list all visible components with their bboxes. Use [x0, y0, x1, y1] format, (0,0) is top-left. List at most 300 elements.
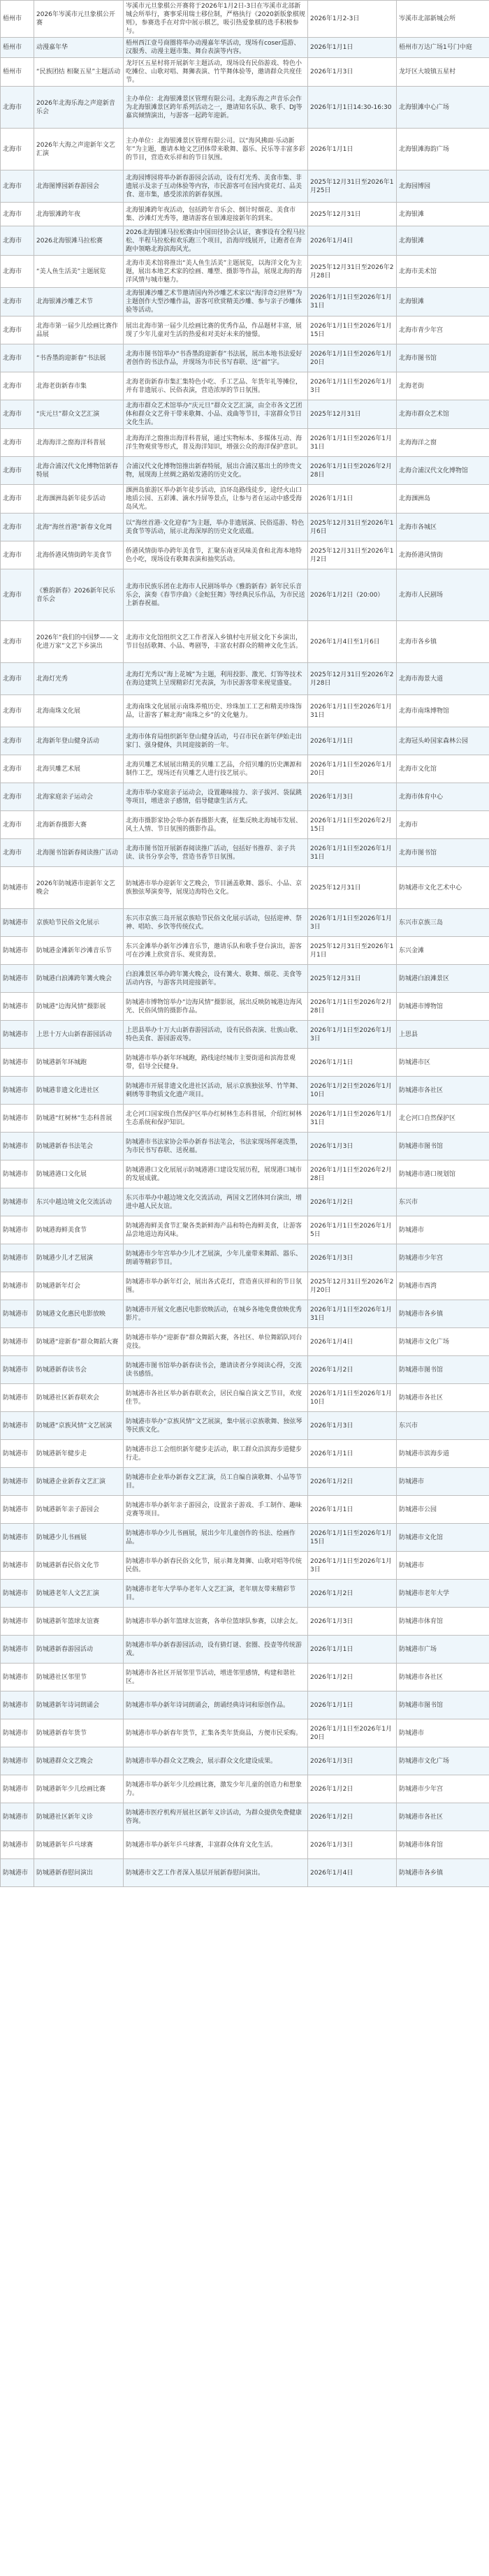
event-place-cell: 防城港市西湾 [397, 1272, 489, 1300]
event-time-cell: 2026年1月1日至2026年1月3日 [308, 372, 397, 400]
city-cell: 北海市 [1, 316, 34, 344]
table-row [1, 1524, 489, 1552]
city-cell: 梧州市 [1, 58, 34, 87]
event-description-cell: 防城港市举办新春游园活动，设有猜灯谜、套圈、投壶等传统游戏。 [124, 1636, 308, 1664]
event-place-cell: 北海市文化馆 [397, 755, 489, 783]
city-cell: 防城港市 [1, 1021, 34, 1049]
table-row [1, 1580, 489, 1608]
event-time-cell: 2026年1月1日至2026年2月28日 [308, 993, 397, 1021]
event-place-cell: 东兴市京族三岛 [397, 909, 489, 937]
city-cell: 防城港市 [1, 1356, 34, 1384]
event-place-cell: 北海银滩 [397, 226, 489, 256]
event-place-cell: 防城港市文化艺术中心 [397, 867, 489, 909]
event-place-cell: 北海市各城区 [397, 514, 489, 541]
event-time-cell: 2026年1月2日 [308, 1775, 397, 1803]
event-description-cell: 防城港市医疗机构开展社区新年义诊活动，为群众提供免费健康咨询。 [124, 1803, 308, 1831]
event-description-cell: 防城港市总工会组织新年健步走活动，职工群众沿滨海步道健步行走。 [124, 1440, 308, 1468]
table-row [1, 1049, 489, 1077]
event-name-cell: 防城港“边海风情”摄影展 [34, 993, 124, 1021]
event-name-cell: 北海新春摄影大赛 [34, 811, 124, 839]
table-row [1, 288, 489, 316]
event-name-cell: 2026年“我们的中国梦——文化进万家”文艺下乡演出 [34, 621, 124, 663]
table-row [1, 1831, 489, 1859]
event-place-cell: 防城港白浪滩景区 [397, 965, 489, 993]
event-place-cell: 防城港市港口规划馆 [397, 1160, 489, 1188]
event-time-cell: 2026年1月1日至2026年2月28日 [308, 457, 397, 485]
event-name-cell: 防城港港口文化展 [34, 1160, 124, 1188]
event-description-cell: 北海市图书馆举办“书香墨韵迎新春”书法展，展出本地书法爱好者创作的书法作品，并现场为市民书写春联、送“福”字。 [124, 344, 308, 372]
table-row [1, 1719, 489, 1747]
table-row [1, 344, 489, 372]
city-cell: 防城港市 [1, 1664, 34, 1691]
event-description-cell: 以“海丝首港·文化迎春”为主题，举办非遗展演、民俗巡游、特色美食节等活动，展示北海深厚的历史文化底蕴。 [124, 514, 308, 541]
event-name-cell: 防城港新春慰问演出 [34, 1859, 124, 1887]
event-name-cell: 北海新年登山健身活动 [34, 727, 124, 755]
event-time-cell: 2026年1月1日至2026年1月3日 [308, 909, 397, 937]
event-place-cell: 北海涠洲岛 [397, 485, 489, 514]
event-name-cell: 防城港新年亲子游园会 [34, 1496, 124, 1524]
table-row [1, 1803, 489, 1831]
event-description-cell: 2026北海银滩马拉松赛由中国田径协会认证，赛事设有全程马拉松、半程马拉松和欢乐跑三个项目，沿海岸线展开，让跑者在奔跑中领略北海滨海风光。 [124, 226, 308, 256]
city-cell: 防城港市 [1, 1524, 34, 1552]
table-row [1, 993, 489, 1021]
event-description-cell: 防城港市开展非遗文化进社区活动，展示京族独弦琴、竹竿舞、刺绣等非物质文化遗产项目。 [124, 1077, 308, 1105]
city-cell: 北海市 [1, 344, 34, 372]
city-cell: 北海市 [1, 288, 34, 316]
event-time-cell: 2025年12月31日 [308, 867, 397, 909]
city-cell: 梧州市 [1, 38, 34, 58]
event-time-cell: 2026年1月4日 [308, 226, 397, 256]
table-row [1, 87, 489, 129]
event-name-cell: 防城港企业新春文艺汇演 [34, 1468, 124, 1496]
event-description-cell: 防城港市举办新年乒乓球赛，丰富群众体育文化生活。 [124, 1831, 308, 1859]
table-row [1, 811, 489, 839]
event-description-cell: 主办单位：北海银滩景区管理有限公司。以“海风拂面·乐动新年”为主题，邀请本地文艺团体带来歌舞、器乐、民乐等丰富多彩的节目，营造欢乐祥和的节日氛围。 [124, 129, 308, 170]
event-description-cell: 防城港市各社区举办新春联欢会，居民自编自演文艺节目，欢度佳节。 [124, 1384, 308, 1412]
table-row [1, 1105, 489, 1133]
table-row [1, 203, 489, 226]
event-place-cell: 防城港市各乡镇 [397, 1300, 489, 1328]
event-description-cell: 北海银滩沙雕艺术节邀请国内外沙雕艺术家以“海洋奇幻世界”为主题创作大型沙雕作品，游客可欣赏精美沙雕、参与亲子沙雕体验等活动。 [124, 288, 308, 316]
city-cell: 防城港市 [1, 1160, 34, 1188]
event-name-cell: 北海海洋之窗海洋科普展 [34, 429, 124, 457]
event-place-cell: 防城港市 [397, 1468, 489, 1496]
city-cell: 防城港市 [1, 1859, 34, 1887]
event-place-cell: 北海市人民剧场 [397, 569, 489, 621]
event-name-cell: 北海图书馆新春阅读推广活动 [34, 839, 124, 867]
city-cell: 北海市 [1, 400, 34, 429]
table-row [1, 38, 489, 58]
event-name-cell: 北海市第一届少儿绘画比赛作品展 [34, 316, 124, 344]
city-cell: 防城港市 [1, 1133, 34, 1160]
event-time-cell: 2026年1月1日 [308, 1440, 397, 1468]
city-cell: 防城港市 [1, 1328, 34, 1356]
table-row [1, 1077, 489, 1105]
table-row [1, 457, 489, 485]
event-time-cell: 2025年12月31日至2026年2月28日 [308, 256, 397, 288]
event-description-cell: 北海市举办家庭亲子运动会，设置趣味接力、亲子拔河、袋鼠跳等项目，增进亲子感情，倡导健康生活方式。 [124, 783, 308, 811]
event-description-cell: 北海市体育局组织新年登山健身活动，号召市民在新年伊始走出家门、强身健体，共同迎接新的一年。 [124, 727, 308, 755]
event-description-cell: 展出北海市第一届少儿绘画比赛的优秀作品，作品题材丰富，展现了少年儿童对生活的热爱和对美好未来的憧憬。 [124, 316, 308, 344]
table-row [1, 867, 489, 909]
city-cell: 防城港市 [1, 867, 34, 909]
city-cell: 北海市 [1, 839, 34, 867]
event-time-cell: 2026年1月1日至2026年1月31日 [308, 839, 397, 867]
event-name-cell: 防城港社区邻里节 [34, 1664, 124, 1691]
event-time-cell: 2026年1月1日 [308, 1049, 397, 1077]
event-place-cell: 北海市图书馆 [397, 839, 489, 867]
event-name-cell: 防城港白浪滩跨年篝火晚会 [34, 965, 124, 993]
event-time-cell: 2026年1月3日 [308, 1608, 397, 1636]
event-description-cell: 北仑河口国家级自然保护区举办红树林生态科普展，介绍红树林生态系统和保护知识。 [124, 1105, 308, 1133]
event-name-cell: 动漫嘉年华 [34, 38, 124, 58]
event-place-cell: 北海银滩 [397, 203, 489, 226]
event-time-cell: 2026年1月2日至2026年1月10日 [308, 1077, 397, 1105]
event-name-cell: 2026年岑溪市元旦象棋公开赛 [34, 1, 124, 38]
event-time-cell: 2026年1月1日 [308, 129, 397, 170]
event-time-cell: 2026年1月1日至2026年1月3日 [308, 1552, 397, 1580]
city-cell: 防城港市 [1, 909, 34, 937]
event-description-cell: 防城港市举办新年少儿绘画比赛，激发少年儿童的创造力和想象力。 [124, 1775, 308, 1803]
event-time-cell: 2026年1月1日 [308, 1636, 397, 1664]
event-place-cell: 北海海洋之窗 [397, 429, 489, 457]
table-row [1, 1552, 489, 1580]
event-description-cell: 防城港市举办“迎新春”群众舞蹈大赛，各社区、单位舞蹈队同台竞技。 [124, 1328, 308, 1356]
city-cell: 北海市 [1, 514, 34, 541]
event-place-cell: 防城港市 [397, 1552, 489, 1580]
event-description-cell: 北海海洋之窗推出海洋科普展，通过实物标本、多媒体互动、海洋生物观赏等形式，普及海洋知识，增强公众的海洋保护意识。 [124, 429, 308, 457]
event-description-cell: 侨港风情街举办跨年美食节，汇聚东南亚风味美食和北海本地特色小吃，现场设有歌舞表演和抽奖活动。 [124, 541, 308, 569]
event-description-cell: 防城港市举办新年环城跑，路线途经城市主要街道和滨海景观带，倡导全民健身。 [124, 1049, 308, 1077]
event-time-cell: 2026年1月4日 [308, 1328, 397, 1356]
event-name-cell: 防城港“迎新春”群众舞蹈大赛 [34, 1328, 124, 1356]
table-row [1, 1160, 489, 1188]
city-cell: 北海市 [1, 129, 34, 170]
event-name-cell: 防城港非遗文化进社区 [34, 1077, 124, 1105]
table-row [1, 1356, 489, 1384]
event-description-cell: 防城港市图书馆举办新春读书会，邀请读者分享阅读心得，交流读书感悟。 [124, 1356, 308, 1384]
table-row [1, 839, 489, 867]
event-place-cell: 北海市青少年宫 [397, 316, 489, 344]
event-place-cell: 防城港市 [397, 1719, 489, 1747]
event-time-cell: 2026年1月1日至2026年1月10日 [308, 1384, 397, 1412]
city-cell: 北海市 [1, 695, 34, 727]
event-name-cell: 防城港新年环城跑 [34, 1049, 124, 1077]
event-time-cell: 2026年1月3日 [308, 58, 397, 87]
event-time-cell: 2026年1月1日至2026年1月5日 [308, 1216, 397, 1244]
city-cell: 防城港市 [1, 1300, 34, 1328]
event-name-cell: 防城港新春民俗文化节 [34, 1552, 124, 1580]
event-description-cell: 防城港市举办少儿书画展，展出少年儿童创作的书法、绘画作品。 [124, 1524, 308, 1552]
event-name-cell: 防城港新春读书会 [34, 1356, 124, 1384]
event-place-cell: 防城港市少年宫 [397, 1775, 489, 1803]
event-description-cell: 北海银滩跨年夜活动，包括跨年音乐会、倒计时烟花、美食市集、沙滩灯光秀等，邀请游客在银滩迎接新年的到来。 [124, 203, 308, 226]
event-description-cell: 主办单位：北海银滩景区管理有限公司。北海乐海之声音乐会作为北海银滩景区跨年系列活动之一，邀请知名乐队、歌手、DJ等嘉宾倾情演出，与游客一起跨年迎新。 [124, 87, 308, 129]
event-name-cell: 北海合浦汉代文化博物馆新春特展 [34, 457, 124, 485]
event-name-cell: 防城港社区新春联欢会 [34, 1384, 124, 1412]
city-cell: 防城港市 [1, 1608, 34, 1636]
table-row [1, 1859, 489, 1887]
city-cell: 北海市 [1, 256, 34, 288]
event-place-cell: 北海合浦汉代文化博物馆 [397, 457, 489, 485]
event-description-cell: 涠洲岛旅游区举办新年徒步活动，沿环岛路线徒步，途经火山口地质公园、五彩滩、滴水丹屏等景点，让参与者在运动中感受海岛风光。 [124, 485, 308, 514]
event-place-cell: 防城港市图书馆 [397, 1691, 489, 1719]
event-place-cell: 北海市体育中心 [397, 783, 489, 811]
table-row [1, 514, 489, 541]
event-name-cell: 防城港少儿才艺展演 [34, 1244, 124, 1272]
event-name-cell: “书香墨韵迎新春”书法展 [34, 344, 124, 372]
event-time-cell: 2025年12月31日至2026年1月1日 [308, 937, 397, 965]
event-time-cell: 2026年1月1日至2026年1月20日 [308, 344, 397, 372]
event-description-cell: 防城港市举办“京族风情”文艺展演，集中展示京族歌舞、独弦琴等民族文化。 [124, 1412, 308, 1440]
event-time-cell: 2025年12月31日 [308, 203, 397, 226]
event-name-cell: 防城港新春书法笔会 [34, 1133, 124, 1160]
event-time-cell: 2026年1月1日至2026年1月15日 [308, 316, 397, 344]
event-time-cell: 2026年1月3日 [308, 783, 397, 811]
event-description-cell: 合浦汉代文化博物馆推出新春特展，展出合浦汉墓出土的珍贵文物，展现海上丝绸之路始发港的历史文化。 [124, 457, 308, 485]
event-name-cell: 北海家庭亲子运动会 [34, 783, 124, 811]
event-description-cell: 防城港市举办群众文艺晚会，展示群众文化建设成果。 [124, 1747, 308, 1775]
event-time-cell: 2026年1月1日至2026年1月31日 [308, 1300, 397, 1328]
event-description-cell: 北海老街新春市集汇集特色小吃、手工艺品、年货年礼等摊位，并有非遗展示、民俗表演，营造浓厚的节日氛围。 [124, 372, 308, 400]
event-name-cell: 防城港“红树林”生态科普展 [34, 1105, 124, 1133]
event-time-cell: 2026年1月3日 [308, 1412, 397, 1440]
event-time-cell: 2026年1月1日 [308, 485, 397, 514]
event-description-cell: 防城港市博物馆举办“边海风情”摄影展，展出反映防城港边海风光、民俗风情的摄影作品。 [124, 993, 308, 1021]
event-time-cell: 2026年1月1日至2026年1月15日 [308, 1524, 397, 1552]
event-place-cell: 东兴市 [397, 1188, 489, 1216]
event-place-cell: 北海侨港风情街 [397, 541, 489, 569]
city-cell: 北海市 [1, 485, 34, 514]
event-description-cell: 上思县举办十万大山新春游园活动，设有民俗表演、壮族山歌、特色美食、游园游戏等。 [124, 1021, 308, 1049]
event-place-cell: 北海市南珠博物馆 [397, 695, 489, 727]
event-time-cell: 2026年1月1日14:30-16:30 [308, 87, 397, 129]
table-row [1, 1664, 489, 1691]
event-name-cell: 北海灯光秀 [34, 663, 124, 695]
event-time-cell: 2026年1月2日 [308, 1803, 397, 1831]
city-cell: 防城港市 [1, 1691, 34, 1719]
event-time-cell: 2026年1月4日至1月6日 [308, 621, 397, 663]
city-cell: 北海市 [1, 621, 34, 663]
event-time-cell: 2026年1月3日 [308, 1747, 397, 1775]
event-place-cell: 防城港市少年宫 [397, 1244, 489, 1272]
city-cell: 防城港市 [1, 993, 34, 1021]
event-description-cell: 北海市群众艺术馆举办“庆元旦”群众文艺汇演，由全市各文艺团体和群众文艺骨干带来歌舞、小品、戏曲等节目，丰富群众节日文化生活。 [124, 400, 308, 429]
event-name-cell: 北海银滩沙雕艺术节 [34, 288, 124, 316]
city-cell: 北海市 [1, 541, 34, 569]
event-time-cell: 2025年12月31日至2026年1月6日 [308, 514, 397, 541]
event-place-cell: 北海老街 [397, 372, 489, 400]
city-cell: 北海市 [1, 87, 34, 129]
city-cell: 北海市 [1, 811, 34, 839]
table-row [1, 1636, 489, 1664]
event-description-cell: 防城港海鲜美食节汇聚各类新鲜海产品和特色海鲜美食，让游客品尝地道边海风味。 [124, 1216, 308, 1244]
event-place-cell: 北海市各乡镇 [397, 621, 489, 663]
event-description-cell: 北海市摄影家协会举办新春摄影大赛，征集反映北海城市发展、风土人情、节日氛围的摄影作品。 [124, 811, 308, 839]
event-name-cell: “民族团结 相聚五星”主题活动 [34, 58, 124, 87]
event-place-cell: 防城港市体育馆 [397, 1831, 489, 1859]
event-name-cell: 防城港海鲜美食节 [34, 1216, 124, 1244]
event-description-cell: 北海市文化馆组织文艺工作者深入乡镇村屯开展文化下乡演出，节目包括歌舞、小品、粤剧等，丰富农村群众的精神文化生活。 [124, 621, 308, 663]
city-cell: 防城港市 [1, 1747, 34, 1775]
city-cell: 北海市 [1, 783, 34, 811]
city-cell: 防城港市 [1, 965, 34, 993]
city-cell: 北海市 [1, 755, 34, 783]
event-description-cell: 防城港市老年大学举办老年人文艺汇演，老年朋友带来精彩节目。 [124, 1580, 308, 1608]
city-cell: 北海市 [1, 457, 34, 485]
city-cell: 防城港市 [1, 1077, 34, 1105]
city-cell: 防城港市 [1, 1105, 34, 1133]
table-row [1, 485, 489, 514]
event-name-cell: 北海涠洲岛新年徒步活动 [34, 485, 124, 514]
table-row [1, 170, 489, 203]
event-description-cell: 北海市美术馆将推出“美人鱼生活美”主题展览，以海洋文化为主题，展出本地艺术家的绘画、雕塑、摄影等作品，展现北海的海洋风情与城市魅力。 [124, 256, 308, 288]
table-row [1, 909, 489, 937]
event-description-cell: 白浪滩景区举办跨年篝火晚会，设有篝火、歌舞、烟花、美食等活动内容，与游客共同迎接新年。 [124, 965, 308, 993]
city-cell: 防城港市 [1, 1719, 34, 1747]
event-name-cell: 防城港新年篮球友谊赛 [34, 1608, 124, 1636]
city-cell: 北海市 [1, 170, 34, 203]
event-place-cell: 防城港市各社区 [397, 1077, 489, 1105]
event-name-cell: 防城港新年乒乓球赛 [34, 1831, 124, 1859]
event-time-cell: 2025年12月31日 [308, 965, 397, 993]
city-cell: 防城港市 [1, 1580, 34, 1608]
event-time-cell: 2026年1月2-3日 [308, 1, 397, 38]
event-time-cell: 2026年1月2日 [308, 1580, 397, 1608]
event-description-cell: 北海贝雕艺术展展出精美的贝雕工艺品，介绍贝雕的历史渊源和制作工艺，现场还有贝雕艺人进行技艺展示。 [124, 755, 308, 783]
table-row [1, 1133, 489, 1160]
event-place-cell: 北海园博园 [397, 170, 489, 203]
event-place-cell: 岑溪市北部新城会所 [397, 1, 489, 38]
event-time-cell: 2025年12月31日至2026年1月25日 [308, 170, 397, 203]
city-cell: 北海市 [1, 569, 34, 621]
event-description-cell: 防城港市举办新年灯会，展出各式花灯，营造喜庆祥和的节日氛围。 [124, 1272, 308, 1300]
table-row [1, 1691, 489, 1719]
event-description-cell: 防城港市企业举办新春文艺汇演，员工自编自演歌舞、小品等节目。 [124, 1468, 308, 1496]
event-time-cell: 2026年1月3日 [308, 1133, 397, 1160]
event-description-cell: 北海市图书馆开展新春阅读推广活动，包括好书推荐、亲子共读、读书分享会等，营造书香节日氛围。 [124, 839, 308, 867]
event-description-cell: 龙圩区五星村将开展新年主题活动，现场设有民俗游戏、特色小吃摊位、山歌对唱、舞狮表演、竹竿舞体验等，邀请群众共度佳节。 [124, 58, 308, 87]
table-row [1, 937, 489, 965]
event-description-cell: 防城港市举办新春民俗文化节，展示舞龙舞狮、山歌对唱等传统民俗。 [124, 1552, 308, 1580]
city-cell: 防城港市 [1, 1244, 34, 1272]
table-row [1, 621, 489, 663]
event-place-cell: 北仑河口自然保护区 [397, 1105, 489, 1133]
event-name-cell: 2026年防城港市迎新年文艺晚会 [34, 867, 124, 909]
event-description-cell: 防城港市举办新年诗词朗诵会，朗诵经典诗词和原创作品。 [124, 1691, 308, 1719]
city-cell: 防城港市 [1, 1803, 34, 1831]
event-name-cell: “庆元旦”群众文艺汇演 [34, 400, 124, 429]
table-row [1, 1272, 489, 1300]
city-cell: 北海市 [1, 727, 34, 755]
event-place-cell: 上思县 [397, 1021, 489, 1049]
table-row [1, 965, 489, 993]
table-row [1, 1608, 489, 1636]
event-name-cell: 北海银滩跨年夜 [34, 203, 124, 226]
event-name-cell: 防城港新春年货节 [34, 1719, 124, 1747]
event-time-cell: 2026年1月2日 [308, 1188, 397, 1216]
city-cell: 防城港市 [1, 1384, 34, 1412]
table-row [1, 1244, 489, 1272]
event-time-cell: 2026年1月1日 [308, 727, 397, 755]
event-name-cell: 防城港社区新年义诊 [34, 1803, 124, 1831]
event-time-cell: 2026年1月1日至2026年1月31日 [308, 288, 397, 316]
event-place-cell: 北海市海景大道 [397, 663, 489, 695]
event-time-cell: 2026年1月1日至2026年1月31日 [308, 1105, 397, 1133]
city-cell: 北海市 [1, 429, 34, 457]
table-row [1, 727, 489, 755]
event-name-cell: 北海南珠文化展 [34, 695, 124, 727]
event-name-cell: 北海侨港风情街跨年美食节 [34, 541, 124, 569]
event-name-cell: 防城港新年诗词朗诵会 [34, 1691, 124, 1719]
event-time-cell: 2025年12月31日至2026年2月20日 [308, 1272, 397, 1300]
city-cell: 北海市 [1, 372, 34, 400]
event-name-cell: 2026北海银滩马拉松赛 [34, 226, 124, 256]
event-time-cell: 2025年12月31日至2026年1月2日 [308, 541, 397, 569]
table-row [1, 663, 489, 695]
table-row [1, 755, 489, 783]
event-name-cell: 北海图博园新春游园会 [34, 170, 124, 203]
event-time-cell: 2026年1月1日 [308, 38, 397, 58]
city-cell: 防城港市 [1, 1831, 34, 1859]
event-place-cell: 龙圩区大坡镇五星村 [397, 58, 489, 87]
event-description-cell: 北海灯光秀以“海上花城”为主题，利用投影、激光、灯饰等技术在海边建筑上呈现精彩灯光表演，为市民游客带来视觉盛宴。 [124, 663, 308, 695]
table-row [1, 1, 489, 38]
event-name-cell: 防城港新春游园活动 [34, 1636, 124, 1664]
city-cell: 北海市 [1, 663, 34, 695]
event-place-cell: 防城港市文化馆 [397, 1524, 489, 1552]
table-row [1, 541, 489, 569]
table-body [1, 1, 489, 1887]
event-time-cell: 2026年1月2日（20:00） [308, 569, 397, 621]
table-row [1, 256, 489, 288]
event-time-cell: 2026年1月4日 [308, 1859, 397, 1887]
event-name-cell: 防城港新年少儿绘画比赛 [34, 1775, 124, 1803]
event-description-cell: 岑溪市元旦象棋公开赛将于2026年1月2日-3日在岑溪市北部新城会所举行，赛事采用瑞士移位制，严格执行《2020新版象棋规则》，参赛选手在对弈中展示棋艺，吸引热爱象棋的选手积极参与。 [124, 1, 308, 38]
event-description-cell: 防城港市文艺工作者深入基层开展新春慰问演出。 [124, 1859, 308, 1887]
event-place-cell: 防城港市各社区 [397, 1384, 489, 1412]
city-cell: 防城港市 [1, 937, 34, 965]
event-place-cell: 防城港市区 [397, 1049, 489, 1077]
event-time-cell: 2026年1月1日至2026年1月31日 [308, 429, 397, 457]
table-row [1, 400, 489, 429]
table-row [1, 569, 489, 621]
city-cell: 防城港市 [1, 1468, 34, 1496]
table-row [1, 1496, 489, 1524]
event-name-cell: 北海贝雕艺术展 [34, 755, 124, 783]
event-description-cell: 防城港市各社区开展邻里节活动，增进邻里感情，构建和谐社区。 [124, 1664, 308, 1691]
event-description-cell: 防城港市开展文化惠民电影放映活动，在城乡各地免费放映优秀影片。 [124, 1300, 308, 1328]
event-name-cell: 防城港文化惠民电影放映 [34, 1300, 124, 1328]
event-place-cell: 北海冠头岭国家森林公园 [397, 727, 489, 755]
event-description-cell: 防城港市举办新年亲子游园会，设置亲子游戏、手工制作、趣味竞赛等项目。 [124, 1496, 308, 1524]
event-name-cell: 《雅韵新春》2026新年民乐音乐会 [34, 569, 124, 621]
city-cell: 防城港市 [1, 1440, 34, 1468]
table-row [1, 1775, 489, 1803]
event-place-cell: 防城港市各社区 [397, 1664, 489, 1691]
event-name-cell: 防城港“京族风情”文艺展演 [34, 1412, 124, 1440]
event-place-cell: 北海市群众艺术馆 [397, 400, 489, 429]
event-place-cell: 东兴市 [397, 1412, 489, 1440]
city-cell: 防城港市 [1, 1552, 34, 1580]
event-description-cell: 东兴市举办中越边境文化交流活动，两国文艺团体同台演出，增进中越人民友谊。 [124, 1188, 308, 1216]
event-place-cell: 北海银滩中心广场 [397, 87, 489, 129]
event-description-cell: 防城港港口文化展展示防城港港口建设发展历程，展现港口城市的发展成就。 [124, 1160, 308, 1188]
city-cell: 北海市 [1, 226, 34, 256]
event-name-cell: 京族哈节民俗文化展示 [34, 909, 124, 937]
event-place-cell: 防城港市公园 [397, 1496, 489, 1524]
table-row [1, 1747, 489, 1775]
